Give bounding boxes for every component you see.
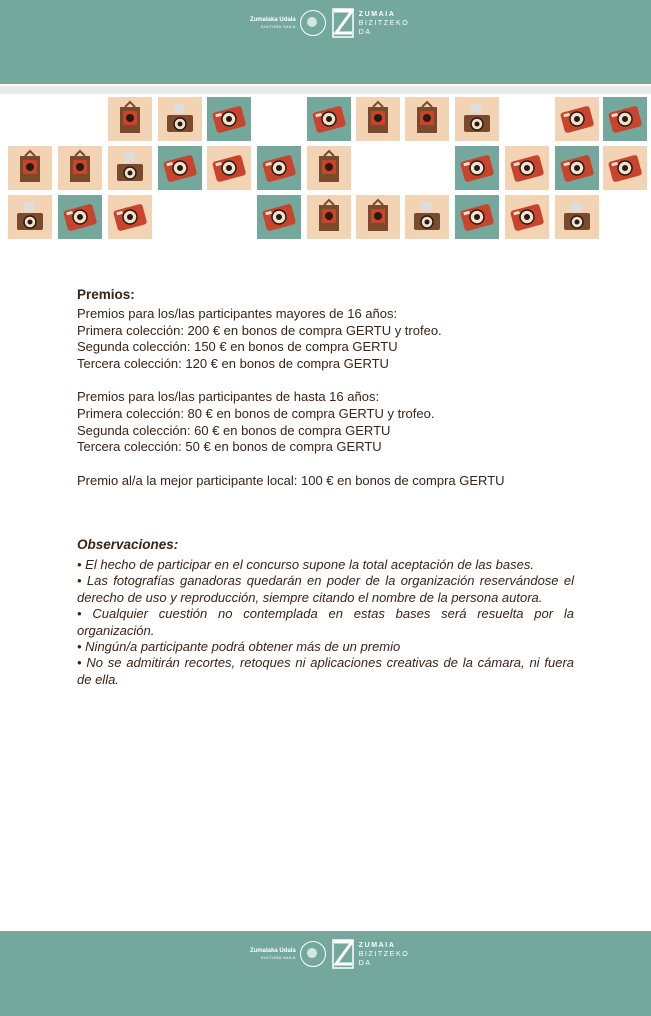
premios-section <box>77 287 575 489</box>
camera-icon <box>455 195 499 239</box>
camera-icon <box>207 97 251 141</box>
brand-line-1: ZUMAIA <box>358 10 396 18</box>
camera-icon <box>455 146 499 190</box>
camera-icon <box>405 195 449 239</box>
udala-name: Zumalaka Udala <box>250 948 296 954</box>
brand-line-3: DA <box>358 28 372 36</box>
udala-subtitle: KULTURA SAILA <box>261 24 296 29</box>
udala-subtitle: KULTURA SAILA <box>261 955 296 960</box>
camera-icon <box>356 195 400 239</box>
observacion-item: • El hecho de participar en el concurso supone la total aceptación de las bases. <box>77 557 534 572</box>
camera-icon <box>158 97 202 141</box>
camera-icon <box>307 146 351 190</box>
camera-icon <box>257 146 301 190</box>
camera-icon <box>505 146 549 190</box>
camera-icon <box>58 146 102 190</box>
premios-line: Tercera colección: 120 € en bonos de compra GERTU <box>77 355 389 371</box>
camera-icon <box>603 97 647 141</box>
camera-icon <box>58 195 102 239</box>
premios-line: Primera colección: 80 € en bonos de compra GERTU y trofeo. <box>77 405 435 421</box>
observaciones-heading: Observaciones: <box>77 537 179 552</box>
header-band <box>0 0 651 84</box>
camera-pattern <box>0 94 651 244</box>
premios-line: Primera colección: 200 € en bonos de compra GERTU y trofeo. <box>77 322 442 338</box>
udala-name: Zumalaka Udala <box>250 17 296 23</box>
camera-icon <box>555 146 599 190</box>
premio-local: Premio al/a la mejor participante local: 100 € en bonos de compra GERTU <box>77 472 505 488</box>
camera-icon <box>405 97 449 141</box>
camera-icon <box>257 195 301 239</box>
camera-icon <box>455 97 499 141</box>
camera-icon <box>8 146 52 190</box>
camera-icon <box>108 146 152 190</box>
premios-line: Premios para los/las participantes de hasta 16 años: <box>77 389 380 405</box>
premios-line: Segunda colección: 150 € en bonos de compra GERTU <box>77 339 398 355</box>
brand-line-2: BIZITZEKO <box>358 950 410 958</box>
footer-logos <box>250 939 409 969</box>
camera-icon <box>158 146 202 190</box>
camera-icon <box>108 195 152 239</box>
observacion-item: • Cualquier cuestión no contemplada en estas bases será resuelta por la organización. <box>77 606 574 638</box>
brand-line-2: BIZITZEKO <box>358 19 410 27</box>
header-divider <box>0 86 651 94</box>
camera-icon <box>505 195 549 239</box>
udala-logo <box>250 17 296 29</box>
seal-icon <box>300 941 326 967</box>
camera-icon <box>555 97 599 141</box>
footer-band <box>0 931 651 1016</box>
camera-icon <box>8 195 52 239</box>
camera-icon <box>207 146 251 190</box>
seal-icon <box>300 10 326 36</box>
observaciones-section <box>77 537 574 688</box>
camera-icon <box>356 97 400 141</box>
zumaia-brand <box>359 10 410 37</box>
premios-line: Premios para los/las participantes mayores de 16 años: <box>77 306 398 321</box>
udala-logo <box>250 948 296 960</box>
brand-line-1: ZUMAIA <box>358 941 396 949</box>
header-logos <box>250 8 409 38</box>
premios-line: Segunda colección: 60 € en bonos de compra GERTU <box>77 422 391 438</box>
camera-icon <box>307 195 351 239</box>
zumaia-brand <box>359 941 410 968</box>
observacion-item: • Ningún/a participante podrá obtener más de un premio <box>77 639 401 655</box>
camera-icon <box>108 97 152 141</box>
premios-heading: Premios: <box>77 287 135 302</box>
zumaia-z-icon <box>332 8 354 38</box>
zumaia-z-icon <box>332 939 354 969</box>
camera-icon <box>555 195 599 239</box>
premios-line: Tercera colección: 50 € en bonos de compra GERTU <box>77 439 382 455</box>
camera-icon <box>603 146 647 190</box>
brand-line-3: DA <box>358 959 372 967</box>
observacion-item: • No se admitirán recortes, retoques ni aplicaciones creativas de la cámara, ni fuera de ella. <box>77 655 574 687</box>
camera-icon <box>307 97 351 141</box>
observacion-item: • Las fotografías ganadoras quedarán en poder de la organización reservándose el derecho de uso y reproducción, siempre citando el nombre de la persona autora. <box>77 573 574 605</box>
